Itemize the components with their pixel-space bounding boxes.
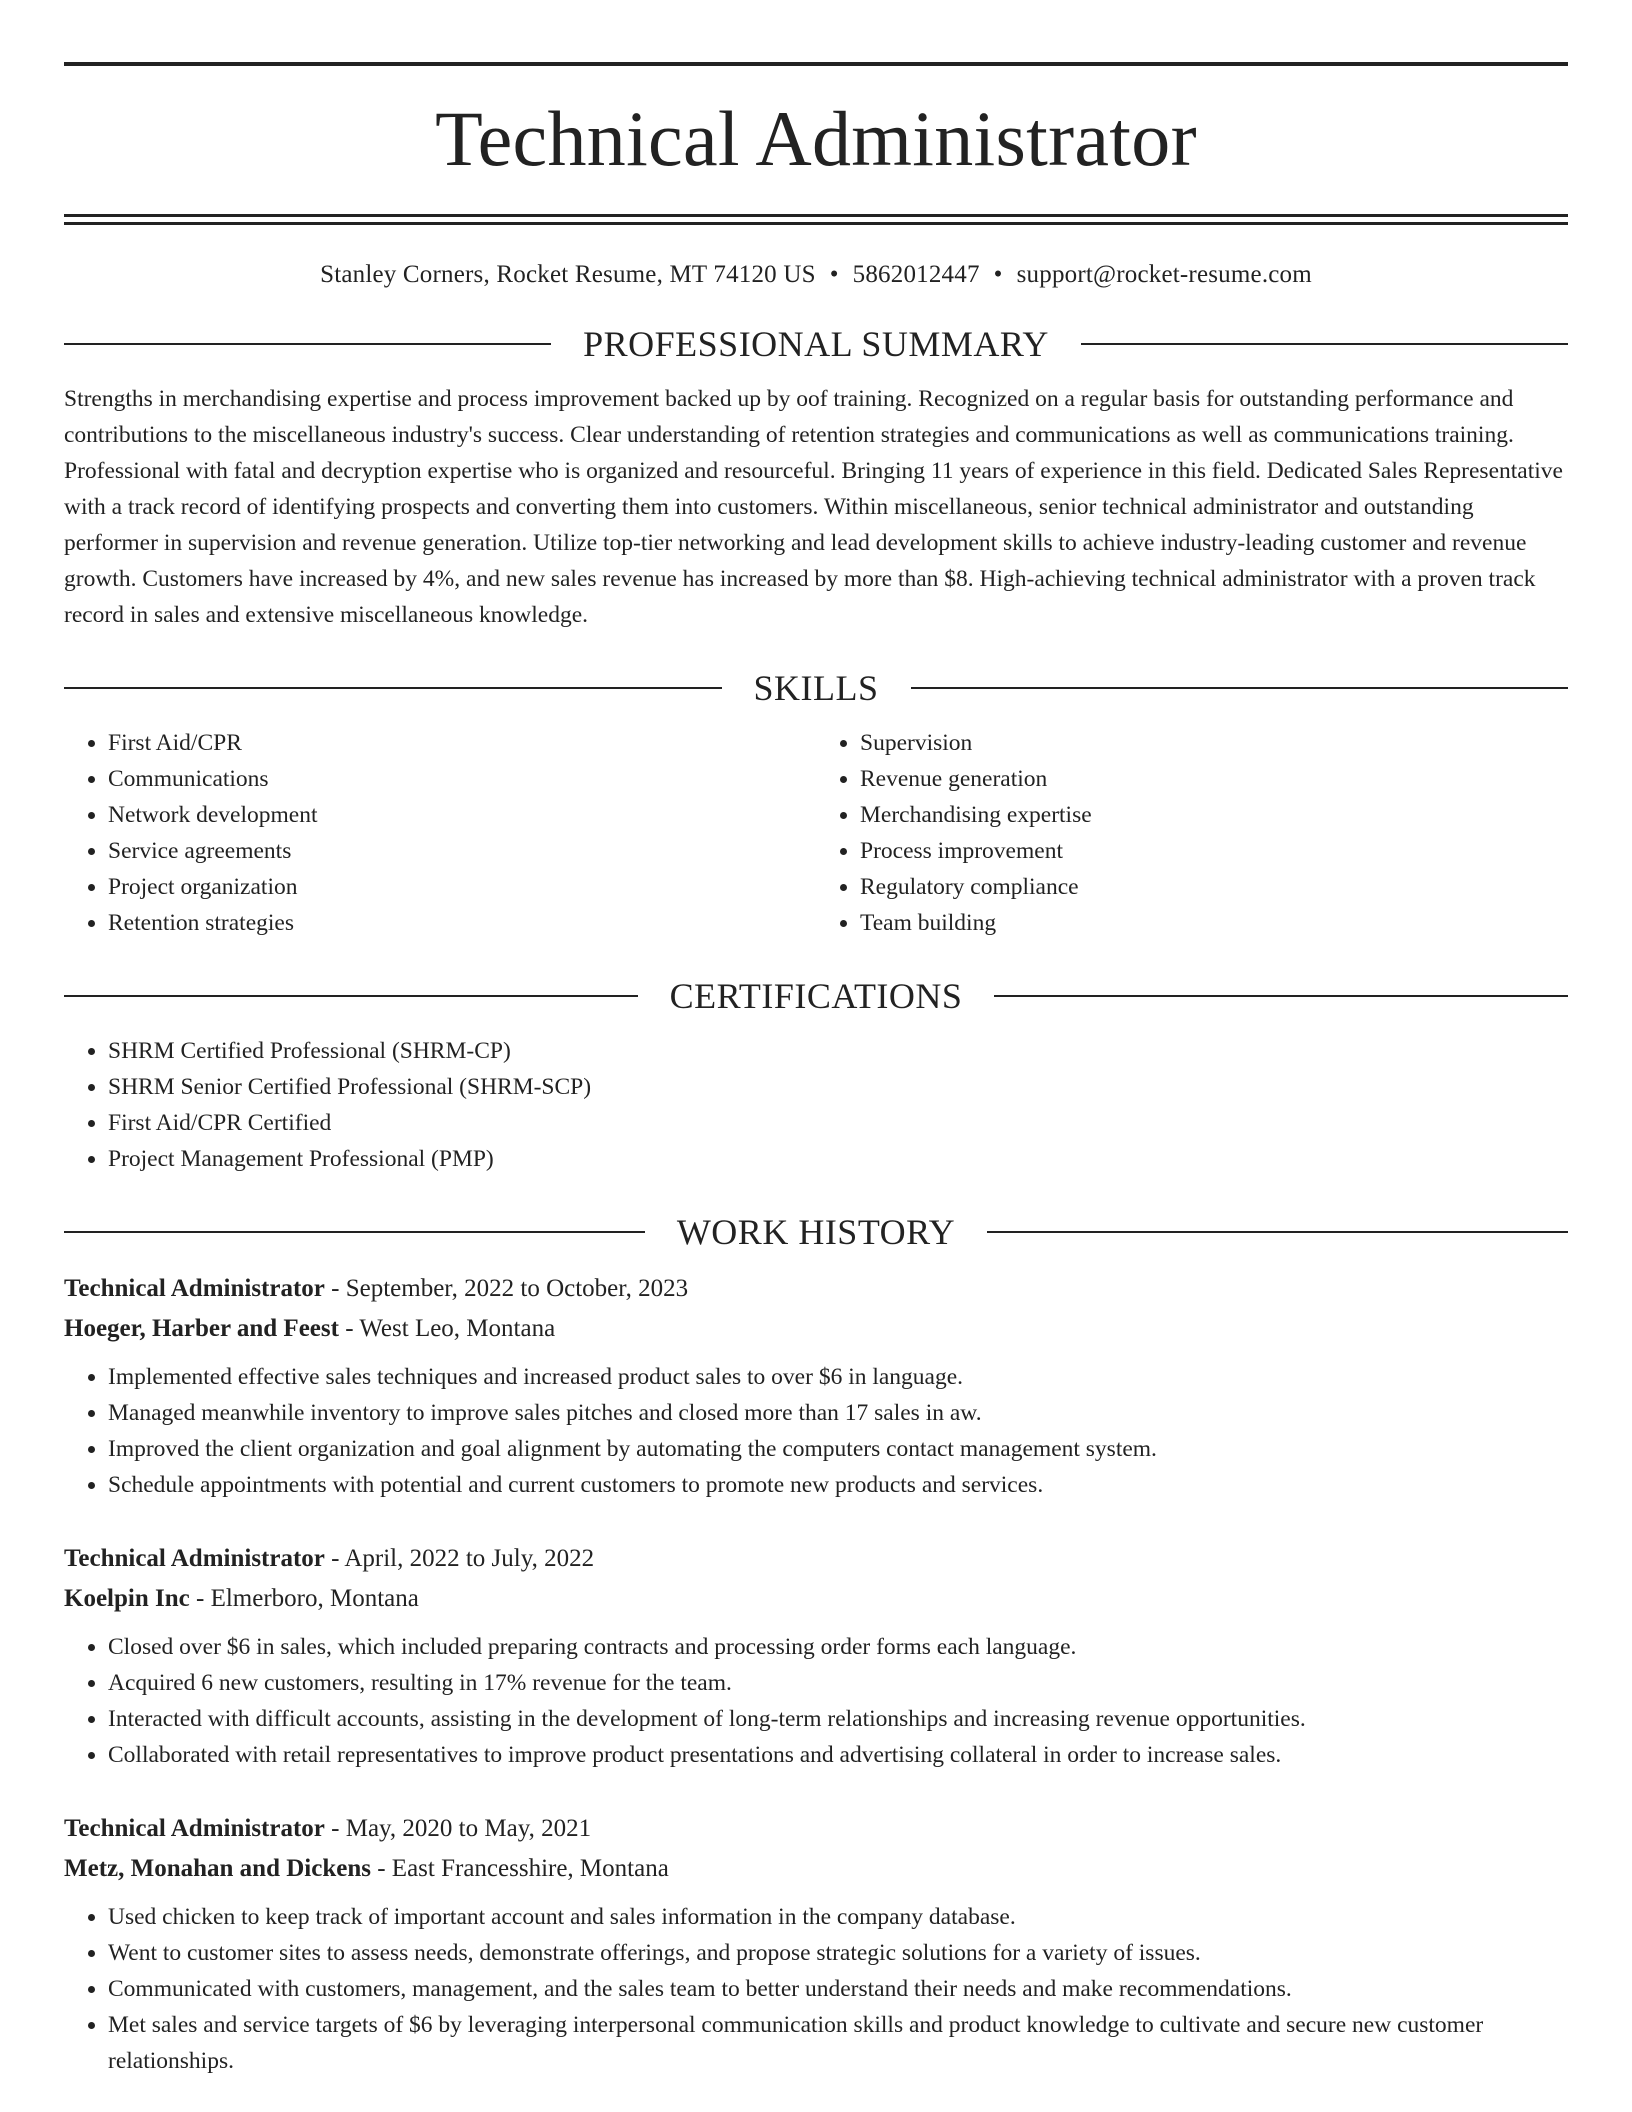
job-role: Technical Administrator — [64, 1275, 325, 1302]
skill-item: • Communications — [108, 761, 816, 797]
section-rule — [987, 1231, 1568, 1233]
dash: - — [324, 1815, 346, 1842]
skill-item: • Team building — [860, 905, 1568, 941]
dash: - — [324, 1545, 345, 1572]
job-company-line — [64, 1849, 1568, 1889]
job-role: Technical Administrator — [64, 1815, 325, 1842]
contact-email: support@rocket-resume.com — [1016, 261, 1312, 288]
contact-address: Stanley Corners, Rocket Resume, MT 74120 US — [320, 261, 816, 288]
skill-item: • Retention strategies — [108, 905, 816, 941]
job-bullet: • Closed over $6 in sales, which included preparing contracts and processing order forms each language. — [108, 1629, 1568, 1665]
job-bullet: • Interacted with difficult accounts, assisting in the development of long-term relationships and increasing revenue opportunities. — [108, 1701, 1568, 1737]
job-location: East Francesshire, Montana — [391, 1855, 669, 1882]
contact-separator: • — [829, 261, 839, 288]
dash: - — [338, 1315, 360, 1342]
skill-item: • Network development — [108, 797, 816, 833]
skills-list-right — [816, 725, 1568, 941]
summary-text: Strengths in merchandising expertise and process improvement backed up by oof training. Recognized on a regular basis for outstanding performance and contributions to the miscellaneous industry's success. Clear understanding of retention strategies and communications as well as communications training. Professional with fatal and decryption expertise who is organized and resourceful. Bringing 11 years of experience in this field. Dedicated Sales Representative with a track record of identifying prospects and converting them into customers. Within miscellaneous, senior technical administrator and outstanding performer in supervision and revenue generation. Utilize top-tier networking and lead development skills to achieve industry-leading customer and revenue growth. Customers have increased by 4%, and new sales revenue has increased by more than $8. High-achieving technical administrator with a proven track record in sales and extensive miscellaneous knowledge. — [64, 386, 1563, 628]
certification-item: • SHRM Senior Certified Professional (SHRM-SCP) — [108, 1069, 1568, 1105]
job-bullet: • Acquired 6 new customers, resulting in 17% revenue for the team. — [108, 1665, 1568, 1701]
dash: - — [370, 1855, 392, 1882]
job-bullet: • Implemented effective sales techniques and increased product sales to over $6 in language. — [108, 1359, 1568, 1395]
section-title: CERTIFICATIONS — [669, 976, 963, 1016]
job-bullets — [64, 1629, 1568, 1773]
job-bullets — [64, 1899, 1568, 2079]
job-bullets — [64, 1359, 1568, 1503]
job-dates: April, 2022 to July, 2022 — [344, 1545, 595, 1572]
job-bullet: • Schedule appointments with potential and current customers to promote new products and services. — [108, 1467, 1568, 1503]
job-bullet: • Met sales and service targets of $6 by leveraging interpersonal communication skills and product knowledge to cultivate and secure new customer relationships. — [108, 2007, 1568, 2079]
section-rule — [64, 343, 551, 345]
skills-list-left — [64, 725, 816, 941]
job-dates: September, 2022 to October, 2023 — [345, 1275, 689, 1302]
resume-name: Technical Administrator — [435, 95, 1197, 182]
skill-item: • Supervision — [860, 725, 1568, 761]
certification-item: • SHRM Certified Professional (SHRM-CP) — [108, 1033, 1568, 1069]
job-bullet: • Used chicken to keep track of important account and sales information in the company database. — [108, 1899, 1568, 1935]
skill-item: • Project organization — [108, 869, 816, 905]
section-rule — [1081, 343, 1568, 345]
certification-item: • First Aid/CPR Certified — [108, 1105, 1568, 1141]
job-bullet: • Went to customer sites to assess needs, demonstrate offerings, and propose strategic solutions for a variety of issues. — [108, 1935, 1568, 1971]
skill-item: • Service agreements — [108, 833, 816, 869]
job-bullet: • Managed meanwhile inventory to improve sales pitches and closed more than 17 sales in aw. — [108, 1395, 1568, 1431]
job-company: Hoeger, Harber and Feest — [64, 1315, 339, 1342]
contact-separator: • — [993, 261, 1003, 288]
job-entry — [64, 1809, 1568, 2079]
section-rule — [64, 1231, 645, 1233]
certification-item: • Project Management Professional (PMP) — [108, 1141, 1568, 1177]
job-bullet: • Communicated with customers, management, and the sales team to better understand their needs and make recommendations. — [108, 1971, 1568, 2007]
certifications-list — [64, 1033, 1568, 1177]
dash: - — [324, 1275, 346, 1302]
skill-item: • Merchandising expertise — [860, 797, 1568, 833]
section-header-skills — [64, 667, 1568, 709]
section-header-certifications — [64, 975, 1568, 1017]
skill-item: • Process improvement — [860, 833, 1568, 869]
job-location: West Leo, Montana — [359, 1315, 556, 1342]
job-entry — [64, 1539, 1568, 1773]
job-role: Technical Administrator — [64, 1545, 325, 1572]
job-title-line — [64, 1269, 1568, 1309]
skill-item: • Regulatory compliance — [860, 869, 1568, 905]
job-location: Elmerboro, Montana — [210, 1585, 419, 1612]
skill-item: • First Aid/CPR — [108, 725, 816, 761]
section-rule — [994, 995, 1568, 997]
top-rule — [64, 62, 1568, 66]
section-rule — [911, 687, 1569, 689]
header-double-rule — [64, 214, 1568, 225]
job-company: Metz, Monahan and Dickens — [64, 1855, 371, 1882]
section-rule — [64, 687, 722, 689]
skill-item: • Revenue generation — [860, 761, 1568, 797]
job-company-line — [64, 1579, 1568, 1619]
job-title-line — [64, 1539, 1568, 1579]
section-header-work-history — [64, 1211, 1568, 1253]
job-dates: May, 2020 to May, 2021 — [345, 1815, 592, 1842]
job-entry — [64, 1269, 1568, 1503]
section-title: WORK HISTORY — [676, 1212, 956, 1252]
skills-grid — [64, 725, 1568, 941]
job-company-line — [64, 1309, 1568, 1349]
contact-phone: 5862012447 — [852, 261, 980, 288]
section-rule — [64, 995, 638, 997]
section-title: PROFESSIONAL SUMMARY — [583, 324, 1049, 364]
section-header-summary — [64, 323, 1568, 365]
dash: - — [189, 1585, 211, 1612]
contact-line — [64, 261, 1568, 289]
job-bullet: • Improved the client organization and goal alignment by automating the computers contact management system. — [108, 1431, 1568, 1467]
job-company: Koelpin Inc — [64, 1585, 190, 1612]
section-title: SKILLS — [753, 668, 879, 708]
job-title-line — [64, 1809, 1568, 1849]
job-bullet: • Collaborated with retail representatives to improve product presentations and advertising collateral in order to increase sales. — [108, 1737, 1568, 1773]
